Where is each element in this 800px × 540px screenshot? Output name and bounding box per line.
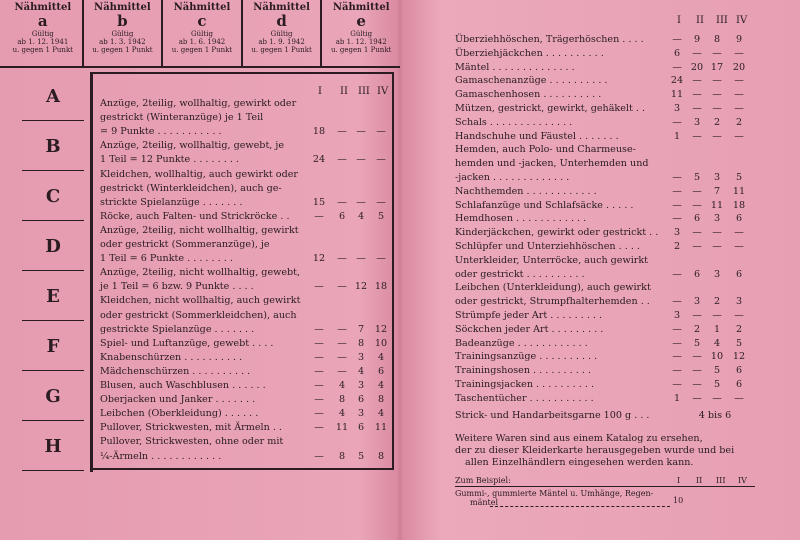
item-value-1: — <box>314 422 324 434</box>
item-value-1: 3 <box>673 103 681 114</box>
item-value-2: — <box>692 392 702 404</box>
item-value-1: — <box>672 34 682 45</box>
item-row: Anzüge, 2teilig, wollhaltig, gewebt, je <box>100 140 285 152</box>
item-value-3: 3 <box>357 380 365 391</box>
coupon-title: Nähmittel <box>253 2 310 13</box>
item-value-3: 3 <box>713 268 721 280</box>
item-value-1: — <box>672 296 682 308</box>
item-value-4: — <box>734 89 744 101</box>
coupon-title: Nähmittel <box>332 2 390 13</box>
item-row: Anzüge, 2teilig, wollhaltig, gewirkt oder <box>100 98 297 109</box>
item-value-1: 3 <box>673 227 681 239</box>
coupon-letter-e: E <box>46 285 60 307</box>
item-value-1: — <box>314 281 324 293</box>
footnote-line-1: Weitere Waren sind aus einem Katalog zu ersehen, <box>455 433 703 444</box>
item-row: ¼-Ärmeln . . . . . . . . . . . . <box>100 450 222 462</box>
item-value-4: — <box>376 154 386 166</box>
item-value-1: — <box>672 116 682 128</box>
item-value-2: 8 <box>338 450 346 462</box>
item-row: Überziehhöschen, Trägerhöschen . . . . <box>455 34 644 45</box>
coupon-valid-label: Gültig <box>111 30 134 38</box>
item-value-1: — <box>314 450 324 462</box>
yarn-row <box>455 410 649 422</box>
item-row: Mäntel . . . . . . . . . . . . . . <box>455 61 575 73</box>
item-value-1: 24 <box>670 75 684 87</box>
coupon-valid-label: Gültig <box>270 30 293 38</box>
item-value-4: — <box>734 227 744 239</box>
coupon-letter-g: G <box>45 385 61 407</box>
item-value-3: 6 <box>357 422 365 434</box>
item-row: strickte Spielanzüge . . . . . . . <box>100 196 243 208</box>
item-row: Pullover, Strickwesten, mit Ärmeln . . <box>100 422 282 434</box>
item-value-4: 6 <box>735 268 743 280</box>
item-value-2: 6 <box>338 210 346 222</box>
item-value-1: — <box>314 394 324 406</box>
coupon-title: Nähmittel <box>14 2 72 13</box>
example-line-2: mäntel <box>470 498 499 507</box>
item-value-2: 3 <box>693 296 701 308</box>
letter-separator <box>22 370 84 371</box>
item-value-4: 11 <box>732 185 746 197</box>
item-value-1: 24 <box>312 154 326 166</box>
coupon-column-b <box>84 0 164 66</box>
table-right-rule <box>392 72 394 470</box>
letter-separator <box>22 270 84 271</box>
table-top-rule <box>90 72 394 74</box>
left-roman-4: IV <box>377 86 389 97</box>
item-row: Trainingshosen . . . . . . . . . . <box>455 365 591 377</box>
letter-separator <box>22 170 84 171</box>
table-left-rule <box>90 72 93 472</box>
item-value-1: — <box>314 323 324 335</box>
item-value-4: 6 <box>735 365 743 377</box>
item-row: gestrickt (Winteranzüge) je 1 Teil <box>100 112 264 124</box>
item-row: Anzüge, 2teilig, nicht wollhaltig, gewebt, <box>100 267 301 279</box>
item-row: oder gestrickt (Sommeranzüge), je <box>100 239 270 250</box>
item-row: Mädchenschürzen . . . . . . . . . . <box>100 365 251 377</box>
item-row: Gamaschenhosen . . . . . . . . . . <box>455 89 602 101</box>
item-value-2: 20 <box>690 61 704 73</box>
item-row: Hemden, auch Polo- und Charmeuse- <box>455 144 636 156</box>
item-value-3: 6 <box>357 394 365 406</box>
item-row: Trainingsanzüge . . . . . . . . . . <box>455 351 598 363</box>
coupon-letter: a <box>37 12 48 30</box>
item-value-2: — <box>692 351 702 363</box>
footnote-line-2: der zu dieser Kleiderkarte herausgegeben wurde und bei <box>455 445 735 456</box>
item-value-3: 3 <box>713 213 721 225</box>
item-row: 1 Teil = 12 Punkte . . . . . . . . <box>100 154 239 166</box>
item-value-2: — <box>692 241 702 252</box>
item-value-4: 4 <box>377 351 385 363</box>
item-row: Unterkleider, Unterröcke, auch gewirkt <box>455 254 649 266</box>
item-value-1: 15 <box>312 196 326 208</box>
item-value-4: — <box>734 47 744 59</box>
item-row: Trainingsjacken . . . . . . . . . . <box>455 379 594 390</box>
item-value-4: — <box>734 130 744 142</box>
item-value-2: 5 <box>693 337 701 349</box>
example-dash-rule <box>490 506 670 508</box>
item-value-1: — <box>314 365 324 377</box>
item-row: Röcke, auch Falten- und Strickröcke . . <box>100 210 290 222</box>
coupon-valid-from: ab 1. 3. 1942 <box>99 38 146 46</box>
coupon-valid-label: Gültig <box>191 30 213 38</box>
page-fold <box>398 0 402 540</box>
item-row: oder gestrickt (Sommerkleidchen), auch <box>100 309 297 321</box>
left-roman-3: III <box>358 86 370 97</box>
item-value-3: 11 <box>710 199 724 211</box>
item-value-4: — <box>734 241 744 252</box>
item-row: Überziehjäckchen . . . . . . . . . . <box>455 47 604 59</box>
item-value-2: — <box>692 199 702 211</box>
table-bottom-rule <box>90 468 392 470</box>
item-row: Strümpfe jeder Art . . . . . . . . . <box>455 310 603 321</box>
item-value-3: — <box>712 227 722 239</box>
item-value-3: 3 <box>357 408 365 420</box>
coupon-against: u. gegen 1 Punkt <box>12 46 73 54</box>
item-value-2: — <box>692 310 702 321</box>
example-label: Zum Beispiel: <box>455 476 511 485</box>
item-value-1: — <box>314 351 324 363</box>
item-value-4: 4 <box>377 408 385 420</box>
right-roman-2: II <box>696 15 704 26</box>
item-value-4: 8 <box>377 450 385 462</box>
coupon-letter-f: F <box>46 335 60 357</box>
item-value-1: 6 <box>673 47 681 59</box>
item-row: Kleidchen, nicht wollhaltig, auch gewirkt <box>100 295 301 307</box>
letter-separator <box>22 120 84 121</box>
item-value-4: 12 <box>374 323 388 335</box>
coupon-column-d <box>243 0 323 66</box>
item-value-3: 5 <box>713 365 721 377</box>
item-row: Spiel- und Luftanzüge, gewebt . . . . <box>100 337 274 349</box>
coupon-valid-label: Gültig <box>350 30 373 38</box>
item-value-1: — <box>672 185 682 197</box>
item-value-4: 12 <box>732 351 746 363</box>
example-line-1: Gummi-, gummierte Mäntel u. Umhänge, Regen- <box>455 489 654 498</box>
item-row: 1 Teil = 6 Punkte . . . . . . . . <box>100 253 233 265</box>
item-value-3: — <box>712 47 722 59</box>
item-value-1: — <box>672 337 682 349</box>
item-value-3: 7 <box>713 185 721 197</box>
letter-separator <box>22 420 84 421</box>
item-value-4: — <box>376 126 386 138</box>
item-value-2: — <box>692 379 702 390</box>
item-value-3: — <box>712 310 722 321</box>
item-value-2: — <box>337 323 347 335</box>
item-row: Hemdhosen . . . . . . . . . . . . <box>455 213 587 225</box>
item-value-2: 2 <box>693 323 701 335</box>
item-row: gestrickt (Winterkleidchen), auch ge- <box>100 182 282 194</box>
item-value-2: 6 <box>693 213 701 225</box>
footnote-line-3: allen Einzelhändlern eingesehen werden kann. <box>465 457 694 468</box>
item-value-3: 10 <box>710 351 724 363</box>
item-row: Oberjacken und Janker . . . . . . . <box>100 394 256 406</box>
coupon-against: u. gegen 1 Punkt <box>330 46 392 54</box>
item-row: -jacken . . . . . . . . . . . . . <box>455 172 570 183</box>
item-value-2: — <box>337 351 347 363</box>
coupon-valid-from: ab 1. 9. 1942 <box>258 38 305 46</box>
yarn-range: 4 bis 6 <box>698 410 732 421</box>
item-value-2: — <box>337 126 347 138</box>
item-row: = 9 Punkte . . . . . . . . . . . <box>100 126 222 138</box>
coupon-letter-a: A <box>46 85 60 107</box>
item-value-4: 6 <box>377 365 385 377</box>
coupon-column-a <box>4 0 84 66</box>
example-roman-ii: II <box>696 476 703 485</box>
item-value-4: 5 <box>735 337 743 349</box>
item-value-4: 8 <box>377 394 385 406</box>
coupon-against: u. gegen 1 Punkt <box>171 46 233 54</box>
item-value-2: — <box>337 281 347 293</box>
item-value-3: 2 <box>713 296 721 308</box>
item-row: Handschuhe und Fäustel . . . . . . . <box>455 130 619 142</box>
item-value-3: 4 <box>357 365 365 377</box>
item-value-3: — <box>356 126 366 138</box>
item-value-4: 3 <box>735 296 743 308</box>
item-value-1: 3 <box>673 310 681 321</box>
coupon-column-c <box>163 0 243 66</box>
item-value-2: 3 <box>693 116 701 128</box>
item-value-3: — <box>356 154 366 166</box>
item-value-1: 18 <box>312 126 326 138</box>
item-value-4: 18 <box>732 199 746 211</box>
item-value-3: 5 <box>713 379 721 390</box>
coupon-letter-h: H <box>44 435 62 457</box>
example-roman-iv: IV <box>738 476 747 485</box>
item-value-2: 9 <box>693 34 701 45</box>
item-row: Gamaschenanzüge . . . . . . . . . . <box>455 75 608 87</box>
item-value-4: — <box>734 392 744 404</box>
coupon-against: u. gegen 1 Punkt <box>92 46 153 54</box>
item-row: Taschentücher . . . . . . . . . . . <box>455 392 594 404</box>
item-value-1: — <box>672 268 682 280</box>
item-value-2: 6 <box>693 268 701 280</box>
item-value-4: 5 <box>377 210 385 222</box>
coupon-valid-from: ab 1. 12. 1942 <box>335 38 387 46</box>
item-value-4: 5 <box>735 172 743 183</box>
item-value-1: — <box>672 199 682 211</box>
item-value-3: — <box>712 241 722 252</box>
item-value-3: 17 <box>710 61 724 73</box>
coupon-letter: b <box>117 12 128 30</box>
coupon-letter: c <box>197 12 207 30</box>
item-row: Leibchen (Oberkleidung) . . . . . . <box>100 408 259 420</box>
item-value-4: 2 <box>735 116 743 128</box>
item-value-1: 11 <box>670 89 684 101</box>
item-row: Kinderjäckchen, gewirkt oder gestrickt . . <box>455 227 659 239</box>
item-value-1: — <box>672 323 682 335</box>
item-value-3: 5 <box>357 450 365 462</box>
item-value-2: — <box>337 365 347 377</box>
item-row: je 1 Teil = 6 bzw. 9 Punkte . . . . <box>100 281 254 293</box>
right-roman-4: IV <box>736 15 748 26</box>
item-value-3: 7 <box>357 323 365 335</box>
item-value-3: 1 <box>713 323 721 335</box>
coupon-valid-from: ab 1. 12. 1941 <box>17 38 69 46</box>
item-value-1: 1 <box>673 130 681 142</box>
item-value-3: 8 <box>713 34 721 45</box>
letter-separator <box>22 220 84 221</box>
item-value-4: — <box>734 310 744 321</box>
left-roman-1: I <box>318 86 322 97</box>
example-roman-iii: III <box>716 476 726 485</box>
item-value-1: — <box>314 337 324 349</box>
item-value-2: — <box>692 130 702 142</box>
item-value-2: — <box>337 337 347 349</box>
yarn-label: Strick- und Handarbeitsgarne 100 g . . . <box>455 410 650 421</box>
item-value-1: — <box>672 172 682 183</box>
coupon-title: Nähmittel <box>94 2 151 13</box>
item-row: Badeanzüge . . . . . . . . . . . . <box>455 337 588 349</box>
item-row: oder gestrickt . . . . . . . . . . <box>455 268 585 280</box>
header-rule <box>0 66 400 68</box>
item-value-1: — <box>672 351 682 363</box>
item-value-1: 2 <box>673 241 681 252</box>
example-rule <box>455 486 755 487</box>
item-value-4: 9 <box>735 34 743 45</box>
item-value-3: — <box>712 89 722 101</box>
item-value-2: 11 <box>335 422 349 434</box>
item-value-4: 10 <box>374 337 388 349</box>
item-row: hemden und -jacken, Unterhemden und <box>455 158 649 170</box>
coupon-letter: e <box>356 12 366 30</box>
item-row: Pullover, Strickwesten, ohne oder mit <box>100 436 284 448</box>
letter-separator <box>22 320 84 321</box>
item-value-1: — <box>314 210 324 222</box>
item-value-4: 6 <box>735 379 743 390</box>
item-value-2: — <box>692 47 702 59</box>
item-value-2: — <box>692 89 702 101</box>
item-row: Knabenschürzen . . . . . . . . . . <box>100 351 243 363</box>
example-roman-i: I <box>677 476 681 485</box>
coupon-against: u. gegen 1 Punkt <box>251 46 312 54</box>
item-value-2: — <box>337 253 347 265</box>
item-value-3: — <box>712 392 722 404</box>
item-value-1: — <box>672 213 682 225</box>
example-value-i: 10 <box>673 496 684 505</box>
right-roman-3: III <box>716 15 728 26</box>
item-value-2: — <box>692 75 702 87</box>
item-value-4: 18 <box>374 281 388 293</box>
item-value-2: — <box>692 227 702 239</box>
coupon-letter: d <box>276 12 287 30</box>
item-value-1: — <box>672 365 682 377</box>
left-roman-2: II <box>340 86 348 97</box>
item-value-4: — <box>734 75 744 87</box>
item-value-3: 12 <box>354 281 368 293</box>
coupon-letter-c: C <box>45 185 61 207</box>
item-row: Schals . . . . . . . . . . . . . . <box>455 116 573 128</box>
item-value-4: 6 <box>735 213 743 225</box>
coupon-header <box>4 0 400 66</box>
item-row: oder gestrickt, Strumpfhalterhemden . . <box>455 296 650 308</box>
item-value-4: 4 <box>377 380 385 391</box>
item-value-1: — <box>314 380 324 391</box>
item-value-2: — <box>692 103 702 114</box>
item-row: Schlafanzüge und Schlafsäcke . . . . . <box>455 199 634 211</box>
item-value-3: — <box>712 103 722 114</box>
coupon-column-e <box>322 0 400 66</box>
coupon-title: Nähmittel <box>173 2 231 13</box>
item-row: Kleidchen, wollhaltig, auch gewirkt oder <box>100 168 298 180</box>
item-value-1: 1 <box>673 392 681 404</box>
item-value-1: 12 <box>312 253 326 265</box>
item-value-3: 3 <box>713 172 721 183</box>
item-value-2: — <box>337 196 347 208</box>
item-value-4: — <box>376 196 386 208</box>
item-value-3: — <box>356 196 366 208</box>
item-value-2: 4 <box>338 380 346 391</box>
item-row: Schlüpfer und Unterziehhöschen . . . . <box>455 241 640 252</box>
item-value-3: 2 <box>713 116 721 128</box>
item-value-2: 5 <box>693 172 701 183</box>
item-value-3: 4 <box>713 337 721 349</box>
item-value-1: — <box>314 408 324 420</box>
item-value-2: 8 <box>338 394 346 406</box>
item-value-4: 11 <box>374 422 388 434</box>
coupon-letter-d: D <box>45 235 61 257</box>
item-value-2: — <box>692 365 702 377</box>
item-value-4: — <box>734 103 744 114</box>
item-row: Blusen, auch Waschblusen . . . . . . <box>100 380 266 391</box>
item-value-1: — <box>672 379 682 390</box>
item-row: Anzüge, 2teilig, nicht wollhaltig, gewirkt <box>100 224 299 236</box>
coupon-valid-label: Gültig <box>31 30 54 38</box>
item-value-4: 20 <box>732 61 746 73</box>
item-row: Nachthemden . . . . . . . . . . . . <box>455 185 597 197</box>
item-value-3: 4 <box>357 210 365 222</box>
letter-separator <box>22 470 84 471</box>
item-value-3: — <box>356 253 366 265</box>
item-value-3: 8 <box>357 337 365 349</box>
item-row: Mützen, gestrickt, gewirkt, gehäkelt . . <box>455 103 646 114</box>
item-row: Söckchen jeder Art . . . . . . . . . <box>455 323 604 335</box>
item-value-3: — <box>712 75 722 87</box>
item-value-2: 4 <box>338 408 346 420</box>
item-value-4: — <box>376 253 386 265</box>
coupon-valid-from: ab 1. 6. 1942 <box>178 38 226 46</box>
item-row: Leibchen (Unterkleidung), auch gewirkt <box>455 282 651 294</box>
item-value-2: — <box>337 154 347 166</box>
item-value-1: — <box>672 61 682 73</box>
item-value-3: — <box>712 130 722 142</box>
item-value-4: 2 <box>735 323 743 335</box>
right-roman-1: I <box>677 15 681 26</box>
item-value-3: 3 <box>357 351 365 363</box>
item-row: gestrickte Spielanzüge . . . . . . . <box>100 323 255 335</box>
coupon-letter-b: B <box>45 135 61 157</box>
item-value-2: — <box>692 185 702 197</box>
coupon-letters <box>0 70 88 540</box>
